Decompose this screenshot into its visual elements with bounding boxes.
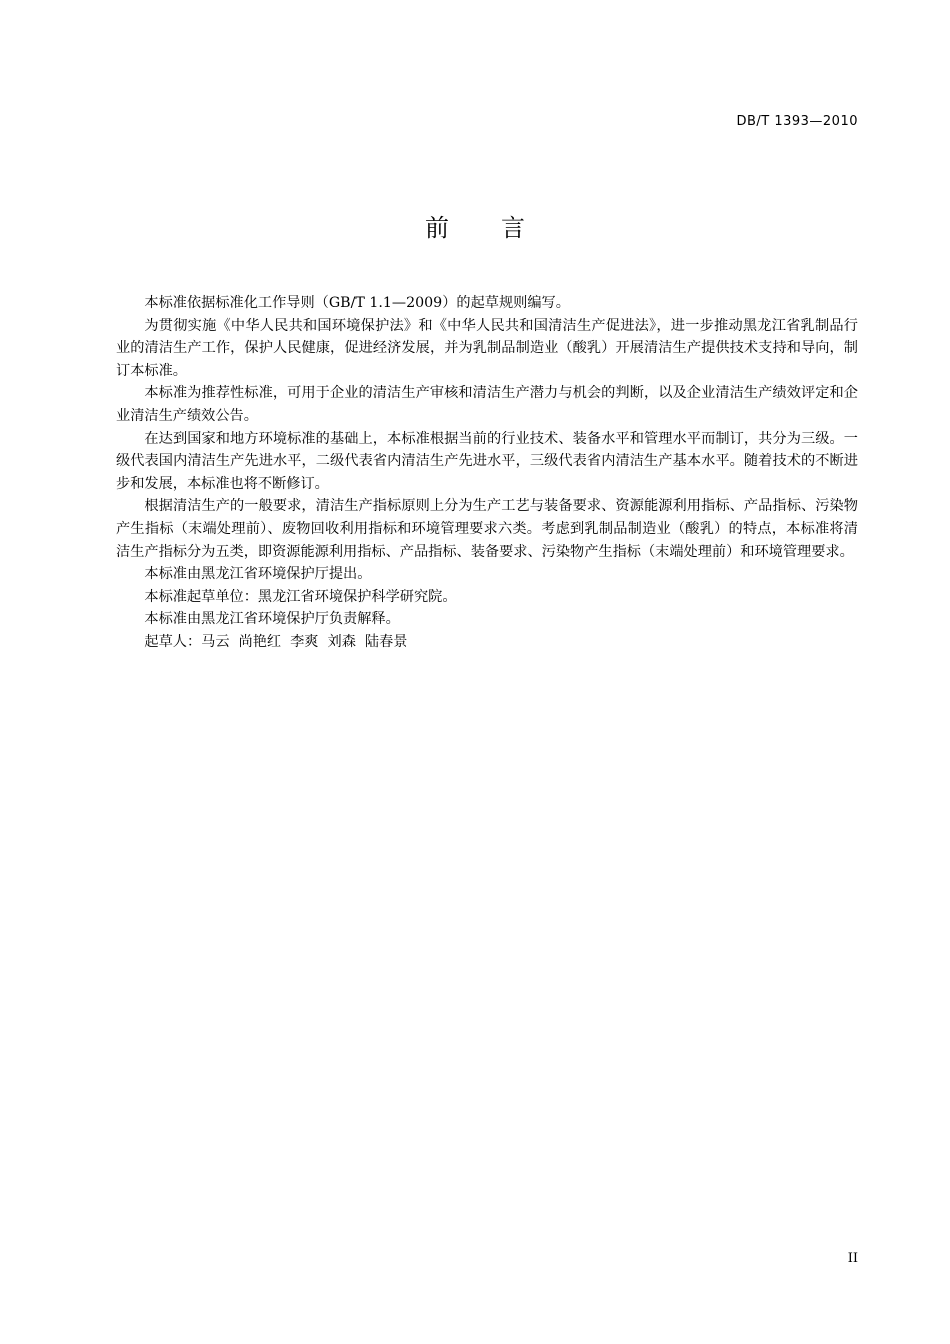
paragraph-recommendation: 本标准为推荐性标准，可用于企业的清洁生产审核和清洁生产潜力与机会的判断，以及企业清洁生产绩效评定和企业清洁生产绩效公告。 <box>116 385 858 424</box>
page-title: 前言 <box>425 214 577 242</box>
foreword-body <box>116 292 858 654</box>
paragraph-proposer: 本标准由黑龙江省环境保护厅提出。 <box>144 566 372 583</box>
paragraph-drafting-rules: 本标准依据标准化工作导则（GB/T 1.1—2009）的起草规则编写。 <box>144 295 570 311</box>
page-number: II <box>847 1251 858 1266</box>
paragraph-drafting-unit: 本标准起草单位：黑龙江省环境保护科学研究院。 <box>144 588 457 605</box>
standard-code: DB/T 1393—2010 <box>736 114 858 129</box>
paragraph-indicators: 根据清洁生产的一般要求，清洁生产指标原则上分为生产工艺与装备要求、资源能源利用指标、产品指标、污染物产生指标（末端处理前）、废物回收利用指标和环境管理要求六类。考虑到乳制品制造业（酸乳）的特点，本标准将清洁生产指标分为五类，即资源能源利用指标、产品指标、装备要求、污染物产生指标（末端处理前）和环境管理要求。 <box>116 498 858 560</box>
paragraph-levels: 在达到国家和地方环境标准的基础上，本标准根据当前的行业技术、装备水平和管理水平而制订，共分为三级。一级代表国内清洁生产先进水平，二级代表省内清洁生产先进水平，三级代表省内清洁生产基本水平。随着技术的不断进步和发展，本标准也将不断修订。 <box>116 430 858 492</box>
paragraph-purpose: 为贯彻实施《中华人民共和国环境保护法》和《中华人民共和国清洁生产促进法》，进一步推动黑龙江省乳制品行业的清洁生产工作，保护人民健康，促进经济发展，并为乳制品制造业（酸乳）开展清洁生产提供技术支持和导向，制订本标准。 <box>116 317 858 379</box>
paragraph-interpretation: 本标准由黑龙江省环境保护厅负责解释。 <box>144 611 400 628</box>
paragraph-drafters: 起草人：马云 尚艳红 李爽 刘森 陆春景 <box>144 633 408 650</box>
